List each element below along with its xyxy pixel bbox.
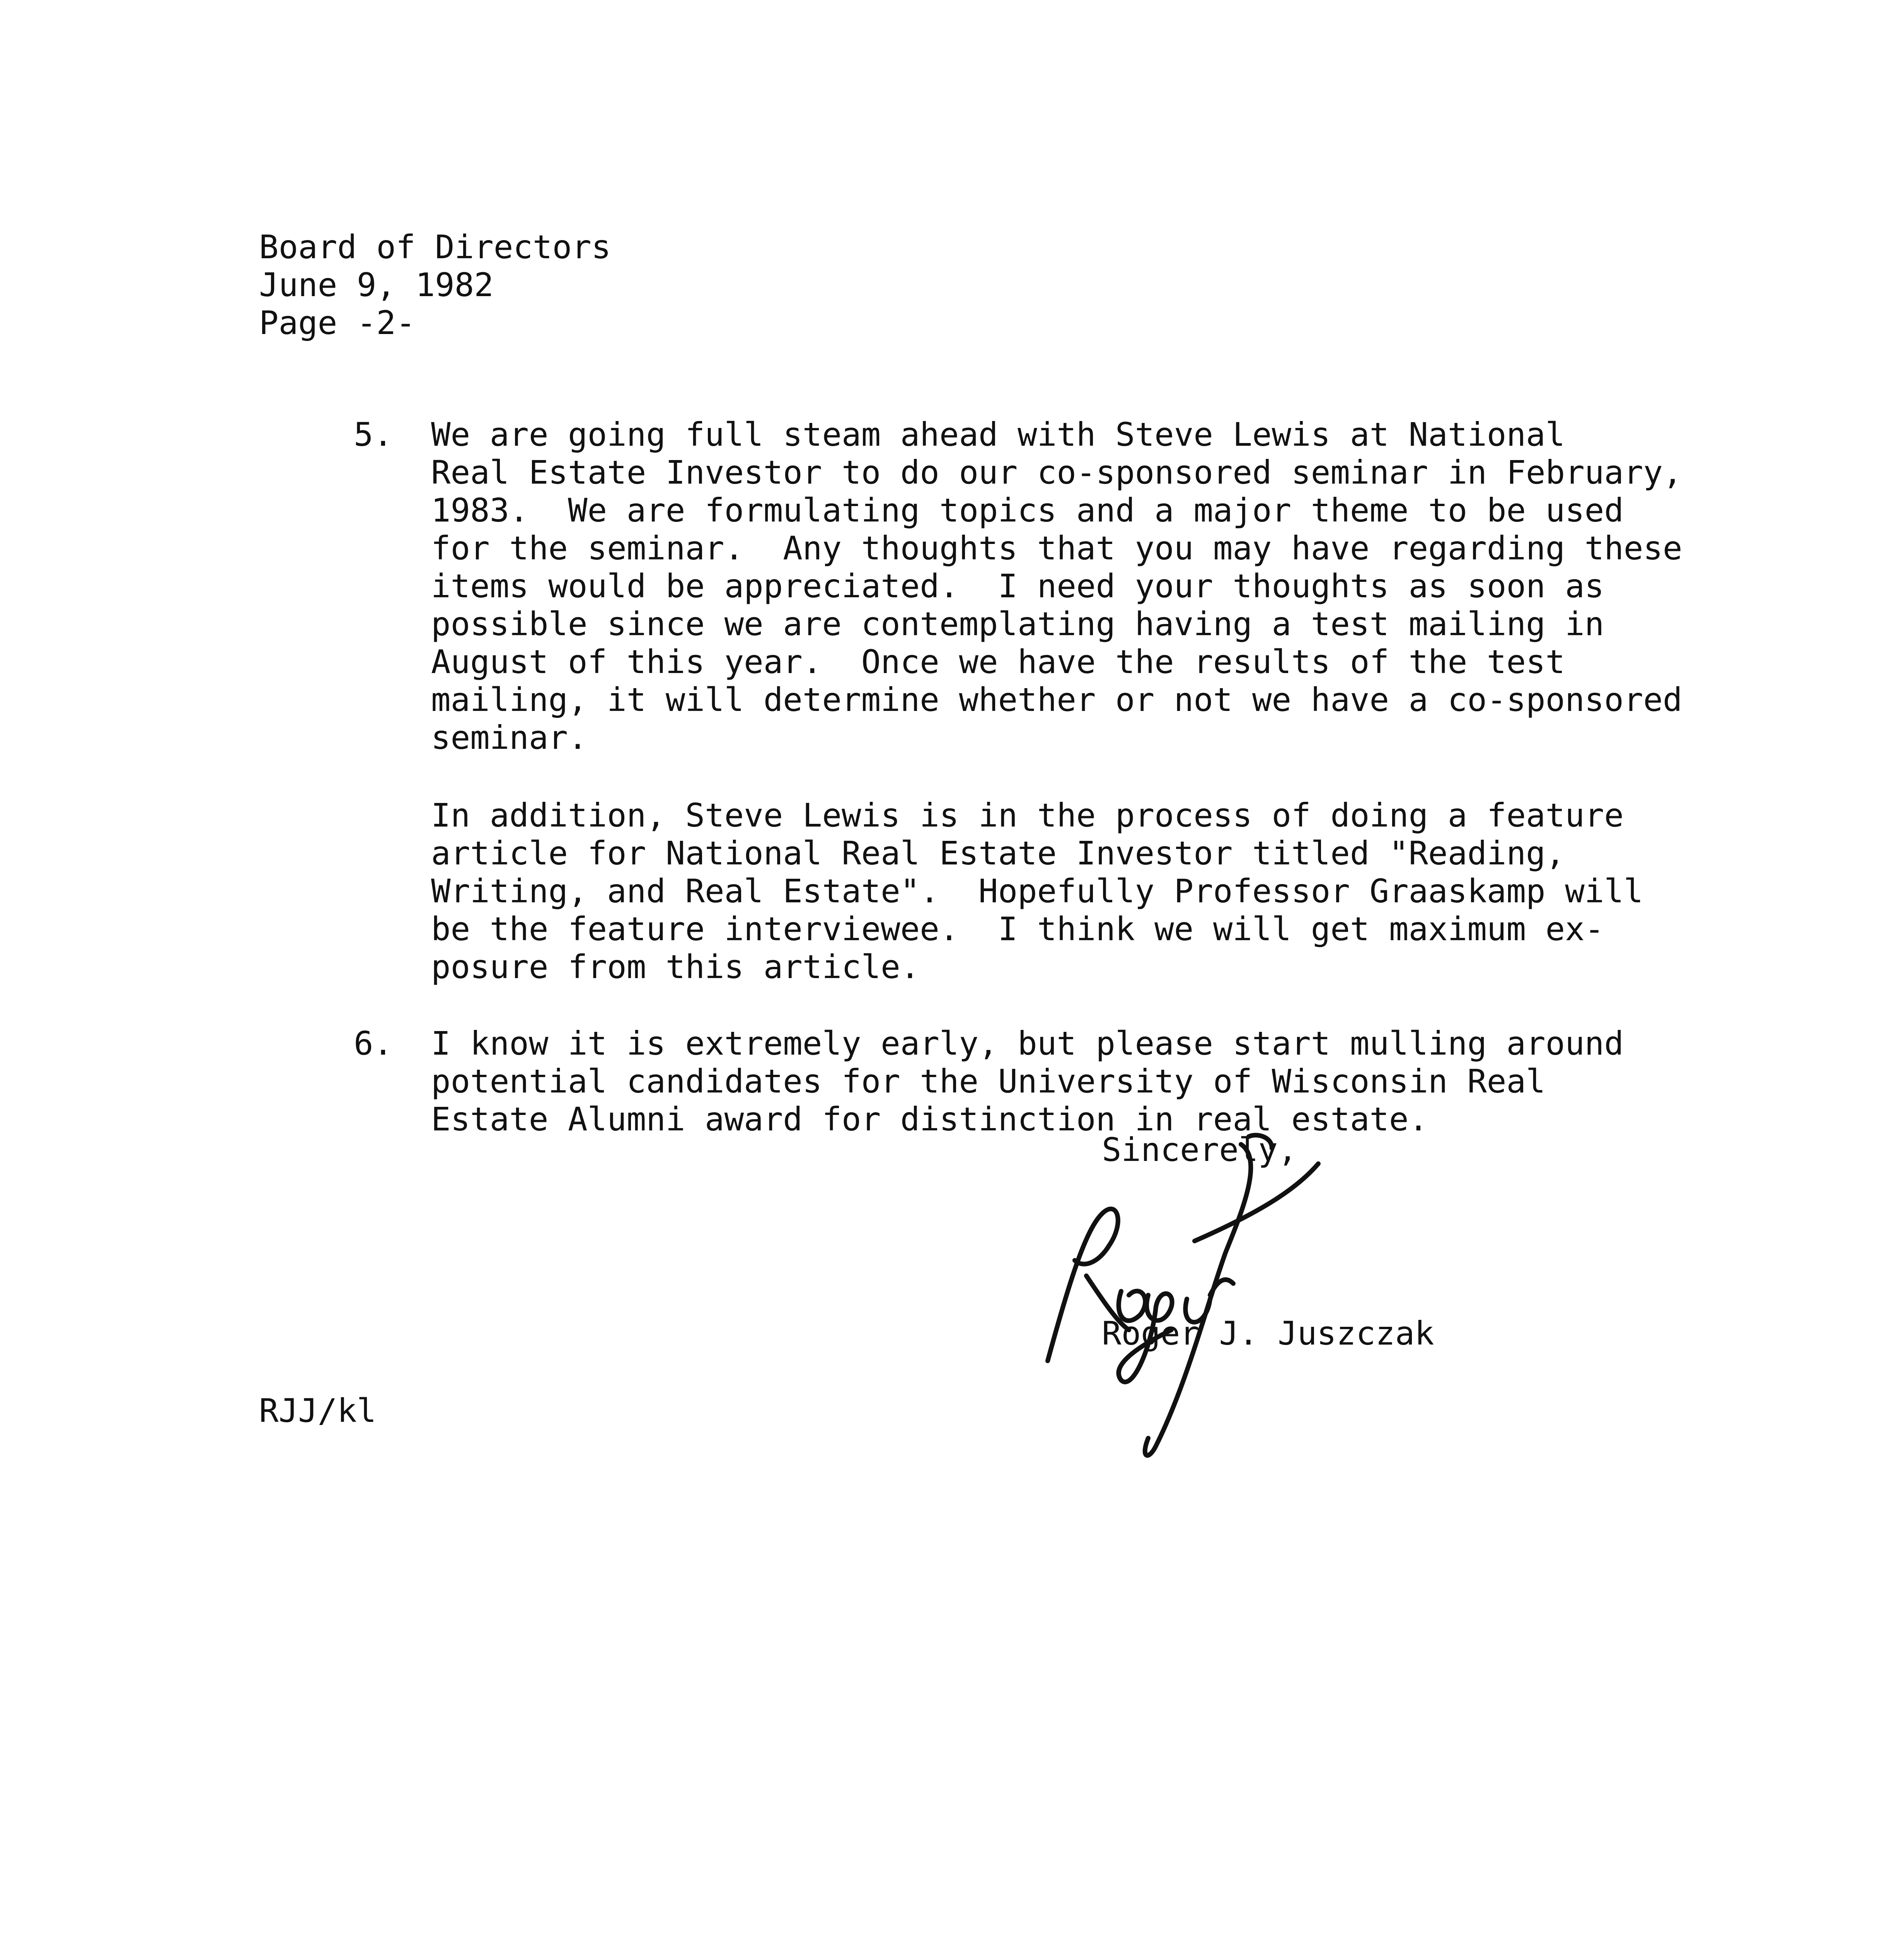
body-line: mailing, it will determine whether or not we have a co-sponsored bbox=[431, 681, 1682, 719]
body-line: possible since we are contemplating having a test mailing in bbox=[431, 605, 1604, 643]
body-line: 1983. We are formulating topics and a major theme to be used bbox=[431, 491, 1624, 529]
body-line: items would be appreciated. I need your thoughts as soon as bbox=[431, 567, 1604, 605]
body-line: Writing, and Real Estate". Hopefully Professor Graaskamp will bbox=[431, 872, 1643, 910]
recipient-line: Board of Directors bbox=[259, 228, 611, 266]
body-line: be the feature interviewee. I think we will get maximum ex- bbox=[431, 910, 1604, 948]
reference-initials: RJJ/kl bbox=[259, 1392, 377, 1430]
body-line: In addition, Steve Lewis is in the process of doing a feature bbox=[431, 796, 1624, 834]
date-line: June 9, 1982 bbox=[259, 266, 494, 304]
handwritten-signature bbox=[1024, 1113, 1341, 1469]
item-number: 6. bbox=[354, 1024, 393, 1062]
body-line: We are going full steam ahead with Steve Lewis at National bbox=[431, 416, 1565, 453]
body-line: I know it is extremely early, but please start mulling around bbox=[431, 1024, 1624, 1062]
body-line: Estate Alumni award for distinction in real estate. bbox=[431, 1100, 1428, 1138]
body-line: for the seminar. Any thoughts that you may have regarding these bbox=[431, 529, 1682, 567]
letter-header bbox=[259, 228, 611, 342]
body-line: Real Estate Investor to do our co-sponsored seminar in February, bbox=[431, 453, 1682, 491]
body-line: posure from this article. bbox=[431, 948, 920, 986]
item-number: 5. bbox=[354, 416, 393, 453]
body-line: article for National Real Estate Investor titled "Reading, bbox=[431, 834, 1565, 872]
signer-name: Roger J. Juszczak bbox=[1102, 1314, 1434, 1352]
page-number-line: Page -2- bbox=[259, 304, 416, 342]
item-5-continuation bbox=[431, 796, 1643, 986]
body-line: seminar. bbox=[431, 719, 588, 757]
item-body bbox=[431, 416, 1682, 757]
body-line: potential candidates for the University of Wisconsin Real bbox=[431, 1062, 1546, 1100]
closing-text: Sincerely, bbox=[1102, 1131, 1297, 1169]
body-line: August of this year. Once we have the results of the test bbox=[431, 643, 1565, 681]
